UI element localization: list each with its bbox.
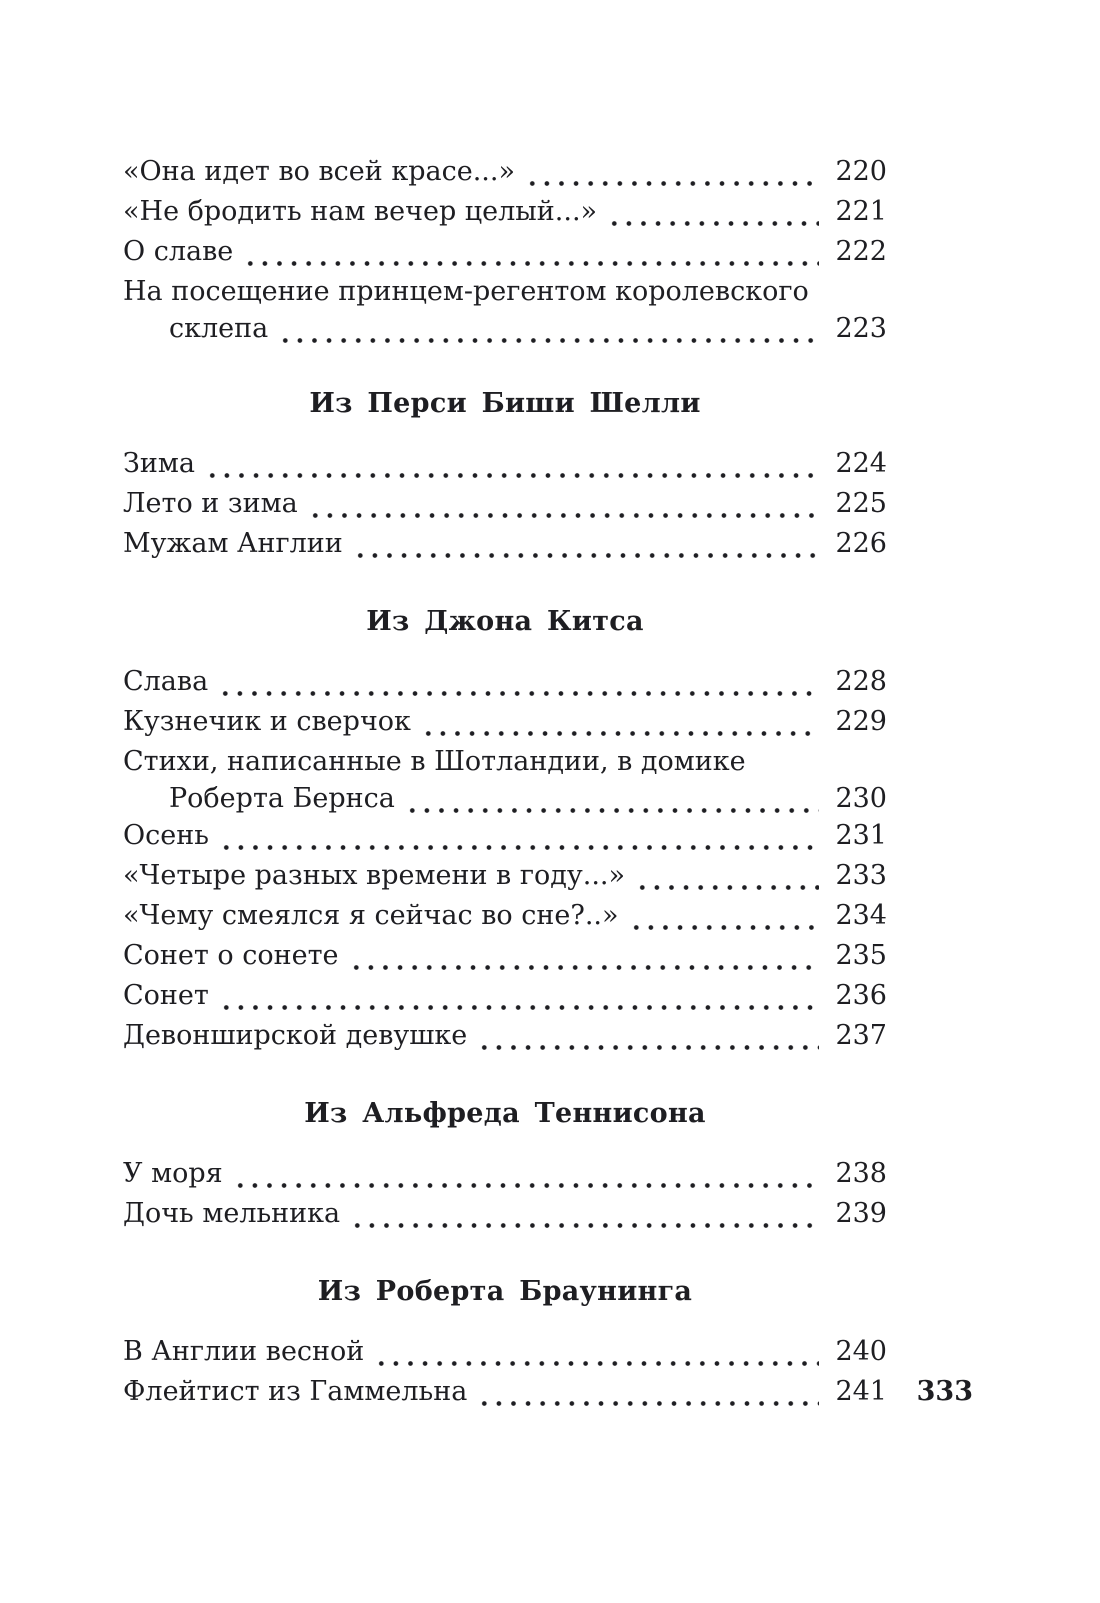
toc-entry (123, 192, 887, 232)
toc-entry-title: «Чему смеялся я сейчас во сне?..» (123, 900, 619, 931)
toc-entry-page: 231 (835, 820, 887, 851)
toc-entry (123, 524, 887, 564)
toc-entry-title: Зима (123, 448, 195, 479)
toc-entry-page: 223 (835, 313, 887, 344)
toc-entry (123, 856, 887, 896)
dot-leader (218, 662, 819, 702)
toc-entry-page: 226 (835, 528, 887, 559)
section-heading: Из Перси Биши Шелли (309, 388, 701, 419)
toc-section (123, 384, 887, 564)
toc-entry-title: Слава (123, 666, 209, 697)
dot-leader (374, 1332, 819, 1372)
toc-entry (123, 662, 887, 702)
toc-entry (123, 1016, 887, 1056)
toc-entry-title: Флейтист из Гаммельна (123, 1376, 468, 1407)
toc-entry-page: 238 (835, 1158, 887, 1189)
toc-section (123, 1272, 887, 1412)
toc-entry-title: склепа (169, 313, 269, 344)
dot-leader (405, 782, 819, 816)
toc-entry-title: Кузнечик и сверчок (123, 706, 411, 737)
dot-leader (353, 524, 819, 564)
dot-leader (205, 444, 819, 484)
toc-entry (123, 702, 887, 742)
toc-entry (123, 1194, 887, 1234)
dot-leader (607, 192, 819, 232)
toc-entry (123, 1332, 887, 1372)
toc-section (123, 1094, 887, 1234)
toc-entry-page: 220 (835, 156, 887, 187)
dot-leader (278, 312, 819, 346)
toc-entry-title: В Англии весной (123, 1336, 365, 1367)
dot-leader (308, 484, 819, 524)
toc-entry-page: 240 (835, 1336, 887, 1367)
toc-entry-page: 228 (835, 666, 887, 697)
toc-entry-title: Сонет о сонете (123, 940, 339, 971)
toc-entry (123, 976, 887, 1016)
toc-entry-page: 233 (835, 860, 887, 891)
toc-entry-title: «Четыре разных времени в году...» (123, 860, 626, 891)
toc-entry (123, 152, 887, 192)
section-heading: Из Альфреда Теннисона (304, 1098, 706, 1129)
dot-leader (477, 1372, 819, 1412)
toc-entry-page: 229 (835, 706, 887, 737)
toc-entry-page: 222 (835, 236, 887, 267)
toc-entry (123, 742, 887, 782)
toc-entry-continuation (123, 782, 887, 816)
dot-leader (219, 976, 819, 1016)
toc-entry (123, 1154, 887, 1194)
toc-entry-page: 225 (835, 488, 887, 519)
dot-leader (629, 896, 819, 936)
toc-entry-title: Сонет (123, 980, 209, 1011)
toc-entry-title: На посещение принцем-регентом королевского (123, 276, 809, 307)
toc-entry-page: 236 (835, 980, 887, 1011)
toc-entry-title: Лето и зима (123, 488, 298, 519)
toc-entry (123, 816, 887, 856)
section-heading: Из Роберта Браунинга (317, 1276, 693, 1307)
dot-leader (349, 936, 819, 976)
dot-leader (350, 1194, 819, 1234)
toc-entry-page: 221 (835, 196, 887, 227)
toc-entry (123, 1372, 887, 1412)
dot-leader (243, 232, 819, 272)
toc-entry-title: О славе (123, 236, 234, 267)
dot-leader (421, 702, 819, 742)
toc-entry-title: Осень (123, 820, 209, 851)
toc-entry-title: «Она идет во всей красе...» (123, 156, 515, 187)
toc-entry (123, 484, 887, 524)
toc-entry (123, 444, 887, 484)
page-folio: 333 (916, 1376, 973, 1407)
toc-entry-page: 235 (835, 940, 887, 971)
toc-entry-continuation (123, 312, 887, 346)
toc-entry (123, 272, 887, 312)
toc-entry-page: 237 (835, 1020, 887, 1051)
toc-entry-title: Дочь мельника (123, 1198, 341, 1229)
toc-entry-title: Мужам Англии (123, 528, 343, 559)
dot-leader (635, 856, 819, 896)
table-of-contents (123, 152, 887, 1412)
toc-entry (123, 936, 887, 976)
section-heading: Из Джона Китса (366, 606, 644, 637)
toc-entry-title: У моря (123, 1158, 223, 1189)
toc-entry-page: 224 (835, 448, 887, 479)
dot-leader (233, 1154, 819, 1194)
toc-entry-title: Девонширской девушке (123, 1020, 468, 1051)
toc-entry-page: 239 (835, 1198, 887, 1229)
dot-leader (525, 152, 819, 192)
toc-section (123, 602, 887, 1056)
dot-leader (219, 816, 819, 856)
dot-leader (477, 1016, 819, 1056)
toc-entry (123, 232, 887, 272)
toc-entry-page: 234 (835, 900, 887, 931)
toc-entry-page: 230 (835, 783, 887, 814)
toc-entry-title: Стихи, написанные в Шотландии, в домике (123, 746, 746, 777)
toc-entry-title: Роберта Бернса (169, 783, 395, 814)
toc-entry-title: «Не бродить нам вечер целый...» (123, 196, 598, 227)
toc-section (123, 152, 887, 346)
toc-entry-page: 241 (835, 1376, 887, 1407)
toc-entry (123, 896, 887, 936)
